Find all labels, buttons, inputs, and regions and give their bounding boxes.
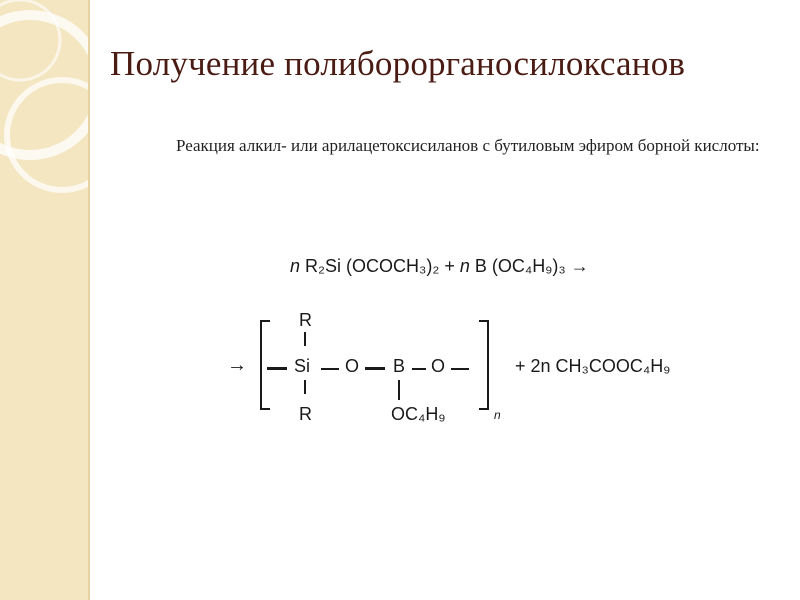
right-bracket-bottom — [479, 408, 489, 410]
boron-substituent: OC₄H₉ — [391, 404, 446, 424]
reactant-line — [290, 256, 589, 277]
chain-start-bond — [267, 367, 287, 370]
slide-body-text: Реакция алкил- или арилацетоксисиланов с бутиловым эфиром борной кислоты: — [176, 136, 760, 155]
plus-sign: + — [444, 256, 455, 276]
boron-atom: B — [393, 356, 406, 376]
reaction-scheme — [215, 248, 715, 438]
oxygen-atom-1: O — [345, 356, 360, 376]
left-bracket-top — [260, 320, 270, 322]
top-substituent: R — [299, 310, 312, 330]
decorative-circles — [0, 0, 88, 600]
b-substituent-bond — [398, 380, 400, 400]
right-bracket — [487, 320, 489, 410]
chain-end-bond — [451, 368, 469, 370]
slide-title: Получение полиборорганосилоксанов — [110, 44, 686, 83]
left-bracket — [260, 320, 262, 410]
b-o-bond — [412, 368, 426, 370]
silicon-atom: Si — [294, 356, 311, 376]
si-o-bond — [321, 368, 339, 370]
right-bracket-top — [479, 320, 489, 322]
oxygen-atom-2: O — [431, 356, 446, 376]
bottom-substituent: R — [299, 404, 312, 424]
reaction-arrow: → — [570, 256, 589, 276]
reactant-1: R₂Si (OCOCH₃)₂ — [305, 256, 440, 276]
repeat-index: n — [494, 408, 501, 422]
bottom-bond — [304, 380, 306, 394]
o-b-bond — [365, 367, 385, 370]
reactant-1-coefficient: n — [290, 256, 301, 276]
reactant-2-coefficient: n — [459, 256, 470, 276]
product-arrow: → — [227, 354, 247, 376]
byproduct: + 2n CH₃COOC₄H₉ — [515, 356, 671, 376]
top-bond — [304, 332, 306, 346]
left-bracket-bottom — [260, 408, 270, 410]
reactant-2: B (OC₄H₉)₃ — [474, 256, 566, 276]
decorative-sidebar — [0, 0, 90, 600]
